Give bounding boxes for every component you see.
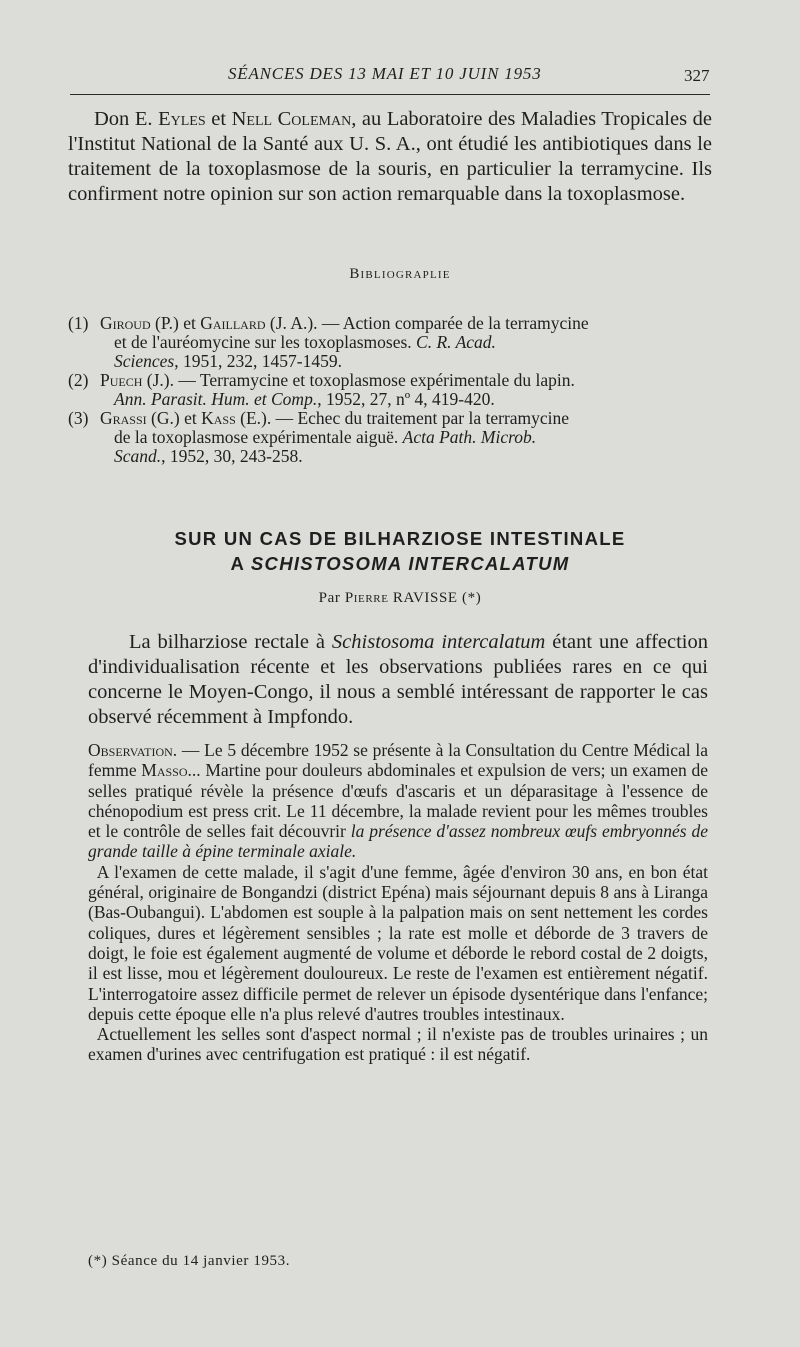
footnote: (*) Séance du 14 janvier 1953. <box>88 1253 291 1269</box>
reference-continuation <box>100 428 714 466</box>
article-subtitle-species: SCHISTOSOMA INTERCALATUM <box>250 553 570 574</box>
article-byline <box>0 590 800 607</box>
reference-body <box>100 314 714 333</box>
byline-footnote-mark: (*) <box>457 590 482 606</box>
reference-text: (E.). — Echec du traitement par la terramycine <box>235 408 570 428</box>
reference-item <box>68 314 714 371</box>
reference-text: (G.) et <box>146 408 202 428</box>
examination-paragraph <box>88 862 708 1024</box>
page-number: 327 <box>684 66 710 85</box>
intro-text <box>68 107 712 207</box>
observation-label: Observation. <box>88 740 178 760</box>
header-rule <box>70 94 710 95</box>
observation-section <box>88 740 708 1065</box>
reference-journal: Acta Path. Microb. <box>402 427 537 447</box>
lead-text <box>88 630 708 730</box>
article-subtitle-prefix: A <box>230 553 251 574</box>
lead-species: Schistosoma intercalatum <box>331 631 546 653</box>
reference-journal: Scand. <box>114 446 162 466</box>
reference-body <box>100 371 714 390</box>
reference-list <box>68 314 714 466</box>
reference-continuation <box>100 390 714 409</box>
reference-continuation <box>100 333 714 371</box>
reference-item <box>68 409 714 466</box>
examination-text: A l'examen de cette malade, il s'agit d'une femme, âgée d'environ 30 ans, en bon état général, originaire de Bongandzi (district Epéna) mais séjournant depuis 8 ans à Liranga (Bas-Oubangui). L'abdomen est souple à la palpation mais on sent nettement les cordes coliques, dures et légèrement sensibles ; la rate est molle et déborde de 3 travers de doigt, le foie est également augmenté de volume et déborde le rebord costal de 2 doigts, il est lisse, mou et légèrement douloureux. Le reste de l'examen est entièrement négatif. L'interrogatoire assez difficile permet de relever un épisode dysentérique dans l'enfance; depuis cette époque elle n'a plus relevé d'autres troubles intestinaux. <box>88 861 708 1024</box>
reference-text: (P.) et <box>150 313 201 333</box>
article-subtitle <box>0 553 800 575</box>
reference-author: Giroud <box>100 313 151 333</box>
current-state-text: Actuellement les selles sont d'aspect normal ; il n'existe pas de troubles urinaires ; un examen d'urines avec centrifugation est pratiqué : il est négatif. <box>88 1024 708 1065</box>
reference-text: , 1951, 232, 1457-1459. <box>174 351 342 371</box>
running-header <box>0 60 800 96</box>
intro-body: , au Laboratoire des Maladies Tropicales de l'Institut National de la Santé aux U. S. A., ont étudié les antibiotiques dans le traitement de la toxoplasmose de la souris, en particulier la terramycine. Ils confirment notre opinion sur son action remarquable dans la toxoplasmose. <box>68 108 712 205</box>
reference-text: (J.). — Terramycine et toxoplasmose expérimentale du lapin. <box>142 370 575 390</box>
reference-text: , 1952, 27, nº 4, 419-420. <box>317 389 495 409</box>
intro-and: et <box>205 108 232 130</box>
patient-name: Masso <box>141 760 188 781</box>
lead-text-part: La bilharziose rectale à <box>129 631 332 653</box>
observation-text: ... Martine pour douleurs abdominales et expulsion de vers; un examen de selles pratiqué révèle la présence d'œufs d'ascaris et un déparasitage à l'essence de chénopodium est press crit. Le 11 décembre, la malade revient pour les mêmes troubles et le contrôle de selles fait découvrir <box>88 760 708 842</box>
lead-paragraph <box>88 630 708 730</box>
reference-journal: C. R. Acad. <box>416 332 496 352</box>
running-title: SÉANCES DES 13 MAI ET 10 JUIN 1953 <box>228 64 542 83</box>
reference-body <box>100 409 714 428</box>
reference-journal: Ann. Parasit. Hum. et Comp. <box>114 389 318 409</box>
intro-author-2: Nell Coleman <box>231 108 352 130</box>
current-state-paragraph <box>88 1024 708 1065</box>
byline-first-name: Pierre <box>344 590 389 606</box>
observation-finding: la présence d'assez nombreux œufs embryonnés de grande taille à épine terminale axiale. <box>88 821 708 862</box>
reference-author: Grassi <box>100 408 147 428</box>
reference-number: (2) <box>68 370 89 390</box>
observation-paragraph <box>88 740 708 862</box>
lead-text-part: étant une affection d'individualisation récente et les observations publiées rares en ce qui concerne le Moyen-Congo, il nous a semblé intéressant de rapporter le cas observé récemment à Impfondo. <box>88 631 708 728</box>
observation-text: — Le 5 décembre 1952 se présente à la Consultation du Centre Médical la femme <box>88 740 708 781</box>
reference-author: Puech <box>100 370 143 390</box>
reference-text: de la toxoplasmose expérimentale aiguë. <box>114 427 403 447</box>
reference-text: , 1952, 30, 243-258. <box>161 446 303 466</box>
bibliography-heading: Bibliograplie <box>349 266 451 282</box>
reference-number: (3) <box>68 408 89 428</box>
intro-paragraph <box>68 107 712 207</box>
reference-author: Kass <box>201 408 236 428</box>
byline-par: Par <box>318 590 345 606</box>
byline-last-name: RAVISSE <box>388 590 458 606</box>
reference-item <box>68 371 714 409</box>
intro-authors-prefix: Don E. <box>94 108 159 130</box>
reference-text: (J. A.). — Action comparée de la terramycine <box>265 313 589 333</box>
intro-author-1: Eyles <box>158 108 206 130</box>
article-title: SUR UN CAS DE BILHARZIOSE INTESTINALE <box>174 528 626 549</box>
reference-journal: Sciences <box>114 351 175 371</box>
reference-number: (1) <box>68 313 89 333</box>
reference-author: Gaillard <box>200 313 266 333</box>
reference-text: et de l'auréomycine sur les toxoplasmoses. <box>114 332 417 352</box>
